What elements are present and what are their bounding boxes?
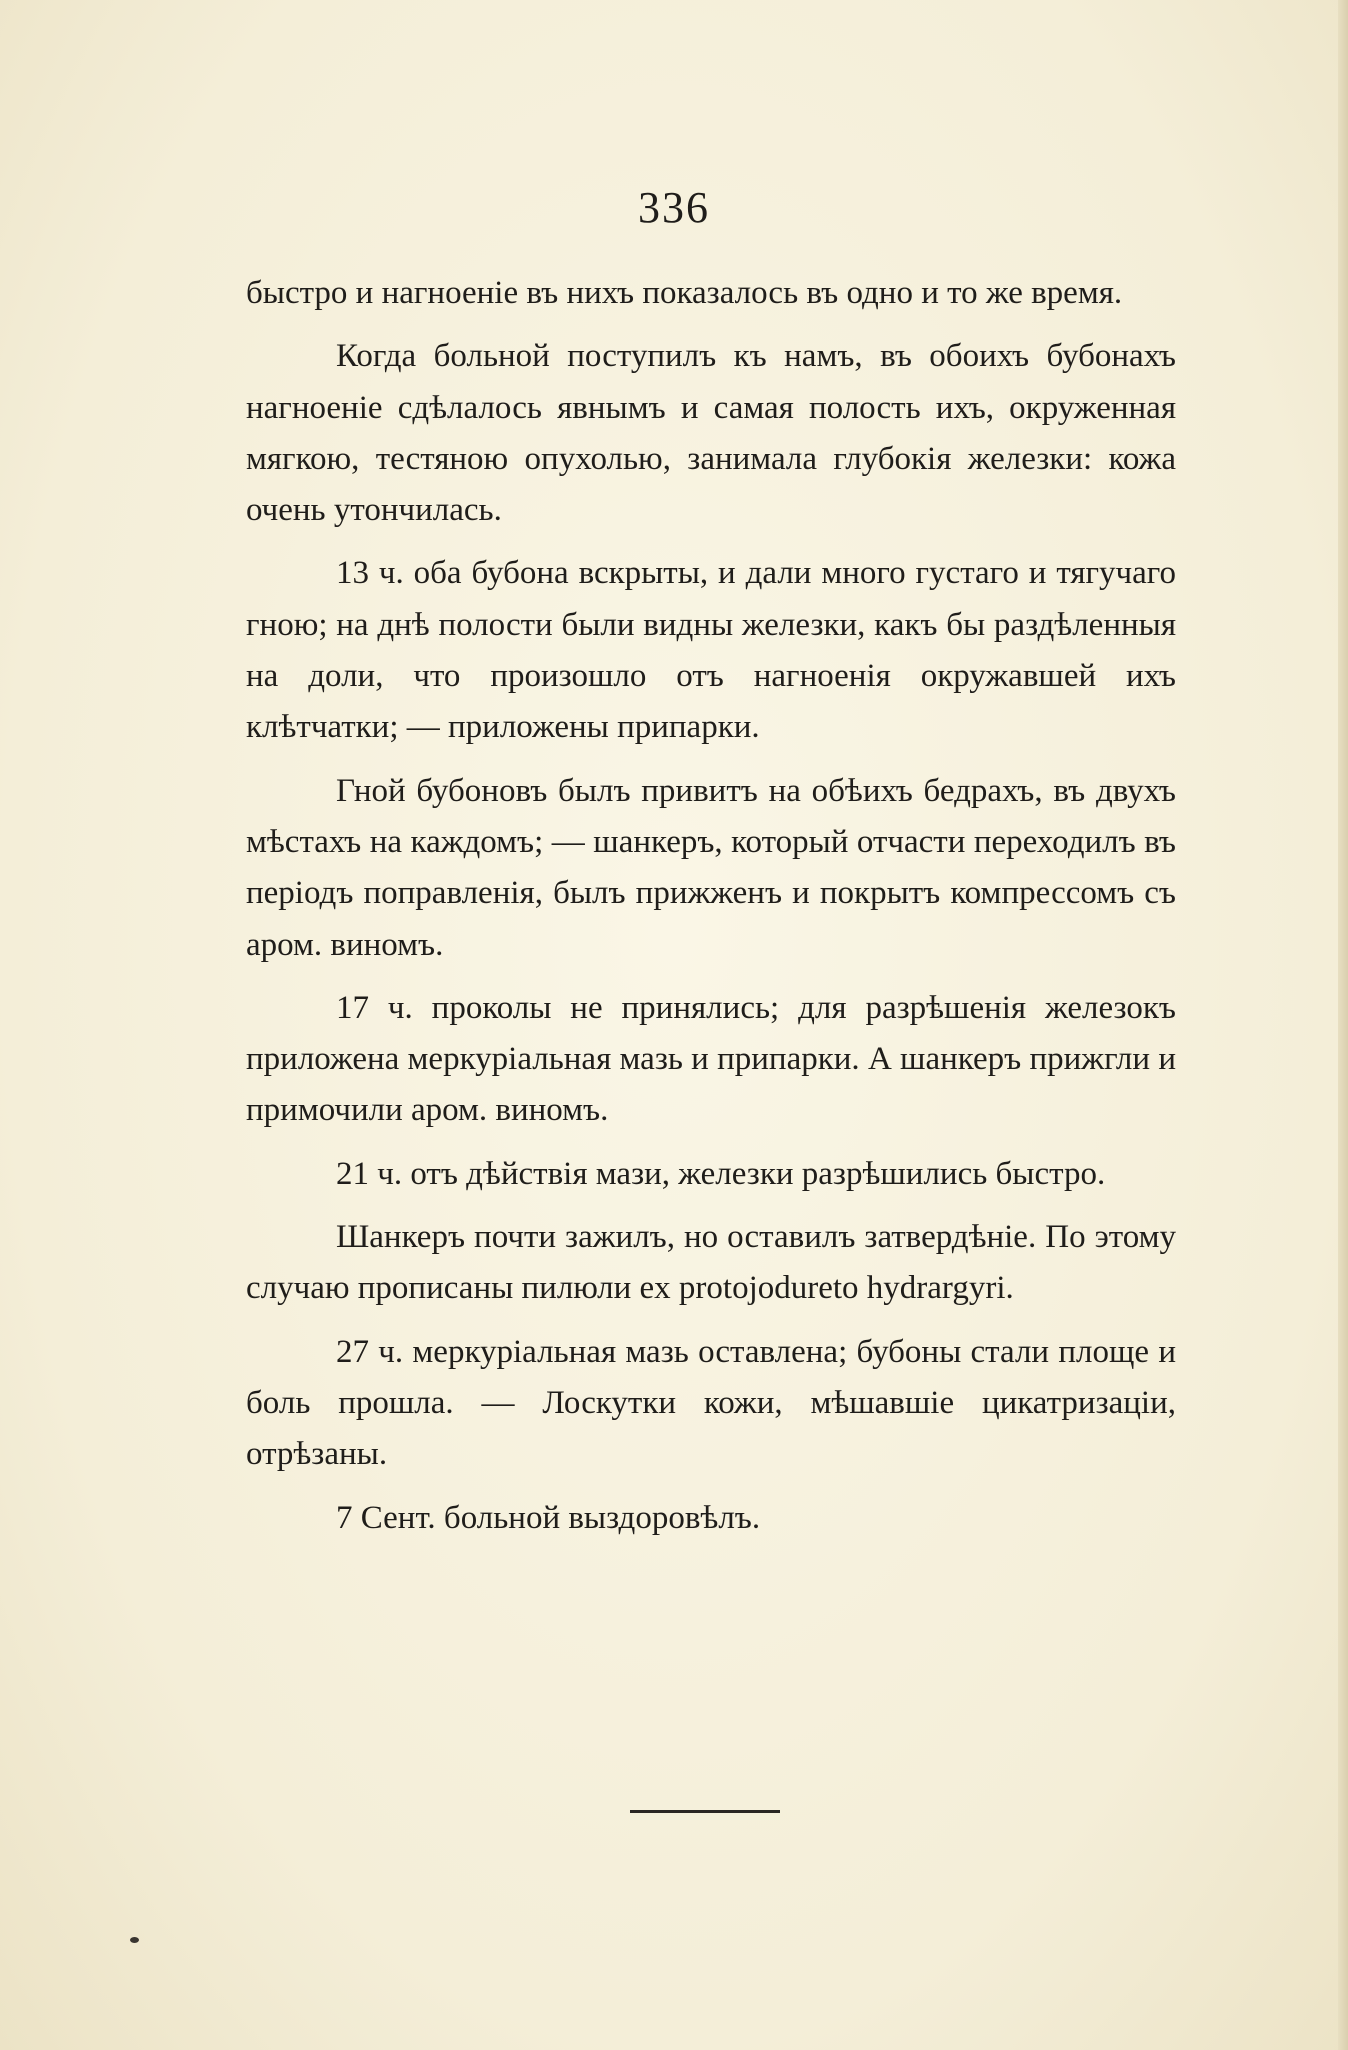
section-divider [630,1810,780,1813]
page-number: 336 [638,183,710,232]
page-edge [1338,0,1348,2050]
paragraph: 13 ч. оба бубона вскрыты, и дали много густаго и тягучаго гною; на днѣ полости были видны железки, какъ бы раздѣленныя на доли, что произошло отъ нагноенія окружавшей ихъ клѣтчатки; — приложены припарки. [246,555,1176,746]
paragraph: 7 Сент. больной выздоровѣлъ. [336,1499,761,1536]
paragraph: 17 ч. проколы не принялись; для разрѣшенія железокъ приложена меркуріальная мазь и припарки. А шанкеръ прижгли и примочили аром. виномъ. [246,989,1176,1129]
body-text [246,268,1176,1556]
ink-speck [130,1937,139,1943]
paragraph: 21 ч. отъ дѣйствія мази, железки разрѣшились быстро. [336,1155,1106,1192]
paragraph: быстро и нагноеніе въ нихъ показалось въ одно и то же время. [246,275,1123,311]
paragraph: Шанкеръ почти зажилъ, но оставилъ затвердѣніе. По этому случаю прописаны пилюли ex protojodureto hydrargyri. [246,1219,1176,1307]
paragraph: 27 ч. меркуріальная мазь оставлена; бубоны стали площе и боль прошла. — Лоскутки кожи, мѣшавшіе цикатризаціи, отрѣзаны. [246,1333,1176,1473]
paragraph: Гной бубоновъ былъ привитъ на обѣихъ бедрахъ, въ двухъ мѣстахъ на каждомъ; — шанкеръ, который отчасти переходилъ въ періодъ поправленія, былъ прижженъ и покрытъ компрессомъ съ аром. виномъ. [246,772,1176,963]
paragraph: Когда больной поступилъ къ намъ, въ обоихъ бубонахъ нагноеніе сдѣлалось явнымъ и самая полость ихъ, окруженная мягкою, тестяною опухолью, занимала глубокія железки: кожа очень утончилась. [246,338,1176,529]
